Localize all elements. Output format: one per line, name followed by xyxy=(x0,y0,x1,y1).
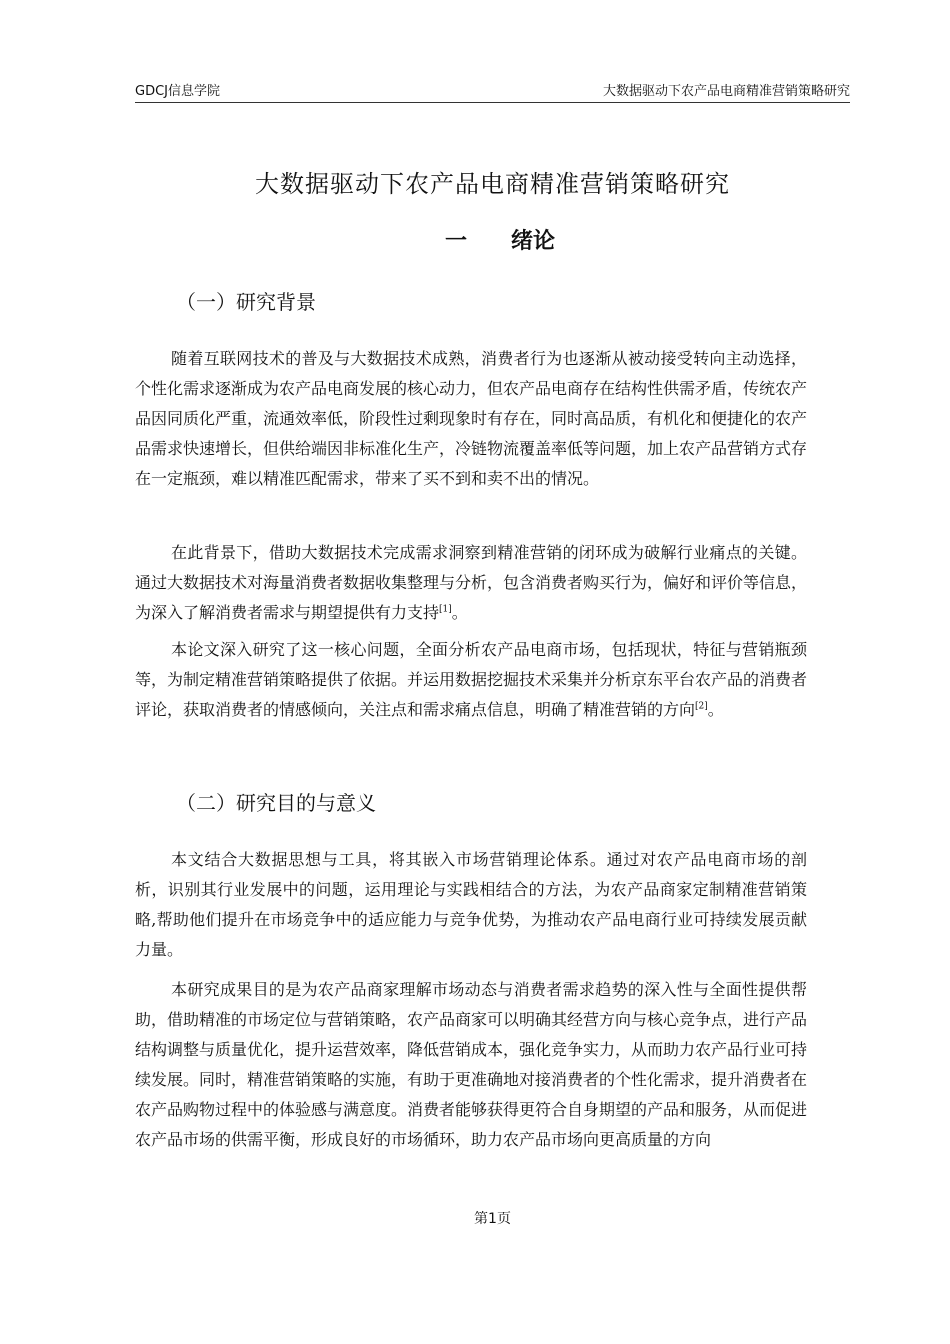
chapter-heading xyxy=(0,224,950,255)
citation-ref: [1] xyxy=(439,604,452,615)
paragraph-text: 本研究成果目的是为农产品商家理解市场动态与消费者需求趋势的深入性与全面性提供帮助，借助精准的市场定位与营销策略，农产品商家可以明确其经营方向与核心竞争点，进行产品结构调整与质量优化，提升运营效率，降低营销成本，强化竞争实力，从而助力农产品行业可持续发展。同时，精准营销策略的实施，有助于更准确地对接消费者的个性化需求，提升消费者在农产品购物过程中的体验感与满意度。消费者能够获得更符合自身期望的产品和服务，从而促进农产品市场的供需平衡，形成良好的市场循环，助力农产品市场向更高质量的方向 xyxy=(135,980,808,1149)
section-heading-purpose: （二）研究目的与意义 xyxy=(176,791,376,815)
paragraph xyxy=(135,975,807,1155)
citation-ref: [2] xyxy=(695,701,708,712)
header-running-title: 大数据驱动下农产品电商精准营销策略研究 xyxy=(602,84,850,99)
paragraph xyxy=(135,845,807,965)
paragraph-text: 本论文深入研究了这一核心问题，全面分析农产品电商市场，包括现状，特征与营销瓶颈等，为制定精准营销策略提供了依据。并运用数据挖掘技术采集并分析京东平台农产品的消费者评论，获取消费者的情感倾向，关注点和需求痛点信息，明确了精准营销的方向 xyxy=(135,640,808,719)
chapter-title: 绪论 xyxy=(511,229,556,254)
section-heading-background: （一）研究背景 xyxy=(176,290,316,314)
paragraph-text: 本文结合大数据思想与工具，将其嵌入市场营销理论体系。通过对农产品电商市场的剖析，识别其行业发展中的问题，运用理论与实践相结合的方法，为农产品商家定制精准营销策略,帮助他们提升在市场竞争中的适应能力与竞争优势，为推动农产品电商行业可持续发展贡献力量。 xyxy=(135,850,807,959)
paragraph-end: 。 xyxy=(451,603,468,622)
document-title: 大数据驱动下农产品电商精准营销策略研究 xyxy=(255,170,730,198)
chapter-number: 一 xyxy=(444,229,467,254)
paragraph-text: 在此背景下，借助大数据技术完成需求洞察到精准营销的闭环成为破解行业痛点的关键。通过大数据技术对海量消费者数据收集整理与分析，包含消费者购买行为，偏好和评价等信息，为深入了解消费者需求与期望提供有力支持 xyxy=(135,543,808,622)
page-number: 第1页 xyxy=(474,1211,511,1227)
paragraph xyxy=(135,538,807,628)
paragraph xyxy=(135,344,807,494)
paragraph-text: 随着互联网技术的普及与大数据技术成熟，消费者行为也逐渐从被动接受转向主动选择，个性化需求逐渐成为农产品电商发展的核心动力，但农产品电商存在结构性供需矛盾，传统农产品因同质化严重，流通效率低，阶段性过剩现象时有存在，同时高品质，有机化和便捷化的农产品需求快速增长，但供给端因非标准化生产，冷链物流覆盖率低等问题，加上农产品营销方式存在一定瓶颈，难以精准匹配需求，带来了买不到和卖不出的情况。 xyxy=(135,349,808,488)
header-institution: GDCJ信息学院 xyxy=(135,84,220,99)
page-header xyxy=(135,78,850,103)
paragraph xyxy=(135,635,807,725)
paragraph-end: 。 xyxy=(707,700,724,719)
